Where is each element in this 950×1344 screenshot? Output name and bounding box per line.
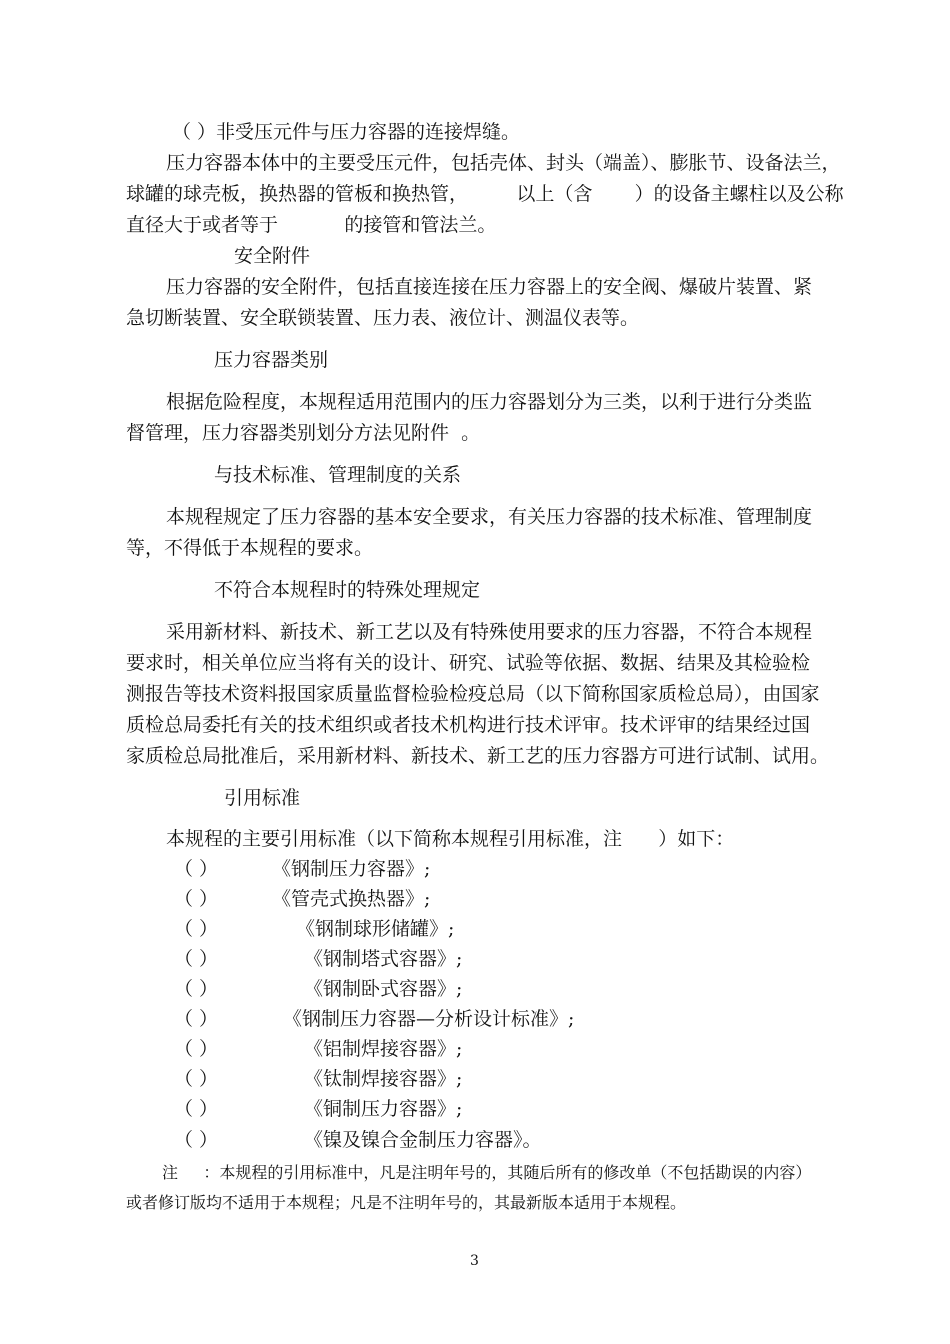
paragraph-line: 急切断装置、安全联锁装置、压力表、液位计、测温仪表等。 — [126, 307, 640, 329]
standard-number: （ ） — [174, 1098, 219, 1120]
section-heading: 安全附件 — [234, 245, 311, 267]
paragraph-line: 采用新材料、新技术、新工艺以及有特殊使用要求的压力容器，不符合本规程 — [166, 621, 813, 643]
standard-number: （ ） — [174, 948, 219, 970]
paragraph-line: 家质检总局批准后，采用新材料、新技术、新工艺的压力容器方可进行试制、试用。 — [126, 745, 830, 767]
paragraph-line: 测报告等技术资料报国家质量监督检验检疫总局（以下简称国家质检总局），由国家 — [126, 683, 820, 705]
section-heading: 不符合本规程时的特殊处理规定 — [214, 579, 481, 601]
standard-title: 《镍及镍合金制压力容器》。 — [304, 1129, 542, 1151]
standard-title: 《钛制焊接容器》; — [304, 1068, 463, 1090]
note-line: 或者修订版均不适用于本规程；凡是不注明年号的，其最新版本适用于本规程。 — [126, 1193, 687, 1212]
section-heading: 与技术标准、管理制度的关系 — [214, 464, 462, 486]
standard-title: 《铜制压力容器》; — [304, 1098, 463, 1120]
paragraph-line: 本规程规定了压力容器的基本安全要求，有关压力容器的技术标准、管理制度 — [166, 506, 813, 528]
standard-number: （ ） — [174, 978, 219, 1000]
paragraph-line: 要求时，相关单位应当将有关的设计、研究、试验等依据、数据、结果及其检验检 — [126, 652, 811, 674]
paragraph-line: 等，不得低于本规程的要求。 — [126, 537, 374, 559]
paragraph-line: 球罐的球壳板，换热器的管板和换热管， 以上（含 ）的设备主螺柱以及公称 — [126, 183, 844, 205]
standard-number: （ ） — [174, 1068, 219, 1090]
standard-title: 《钢制塔式容器》; — [304, 948, 463, 970]
standard-number: （ ） — [174, 1008, 219, 1030]
paragraph-line: 压力容器本体中的主要受压元件，包括壳体、封头（端盖）、膨胀节、设备法兰， — [166, 152, 841, 174]
standard-number: （ ） — [174, 888, 219, 910]
note-line: 注 ：本规程的引用标准中，凡是注明年号的，其随后所有的修改单（不包括勘误的内容） — [162, 1163, 812, 1182]
section-heading: 压力容器类别 — [214, 349, 329, 371]
standard-number: （ ） — [174, 918, 219, 940]
paragraph-line: 本规程的主要引用标准（以下简称本规程引用标准，注 ）如下： — [166, 828, 735, 850]
paragraph-line: 直径大于或者等于 的接管和管法兰。 — [126, 214, 497, 236]
item-text: （ ）非受压元件与压力容器的连接焊缝。 — [172, 121, 521, 143]
standard-title: 《钢制球形储罐》; — [296, 918, 455, 940]
standard-title: 《钢制压力容器—分析设计标准》; — [283, 1008, 575, 1030]
standard-title: 《管壳式换热器》; — [272, 888, 431, 910]
standard-title: 《铝制焊接容器》; — [304, 1038, 463, 1060]
paragraph-line: 根据危险程度，本规程适用范围内的压力容器划分为三类，以利于进行分类监 — [166, 391, 813, 413]
section-heading: 引用标准 — [224, 787, 301, 809]
page-number: 3 — [470, 1253, 479, 1269]
standard-title: 《钢制卧式容器》; — [304, 978, 463, 1000]
standard-number: （ ） — [174, 1129, 219, 1151]
paragraph-line: 压力容器的安全附件，包括直接连接在压力容器上的安全阀、爆破片装置、紧 — [166, 276, 813, 298]
standard-title: 《钢制压力容器》; — [272, 858, 431, 880]
standard-number: （ ） — [174, 1038, 219, 1060]
standard-number: （ ） — [174, 858, 219, 880]
paragraph-line: 督管理，压力容器类别划分方法见附件 。 — [126, 422, 481, 444]
paragraph-line: 质检总局委托有关的技术组织或者技术机构进行技术评审。技术评审的结果经过国 — [126, 714, 811, 736]
